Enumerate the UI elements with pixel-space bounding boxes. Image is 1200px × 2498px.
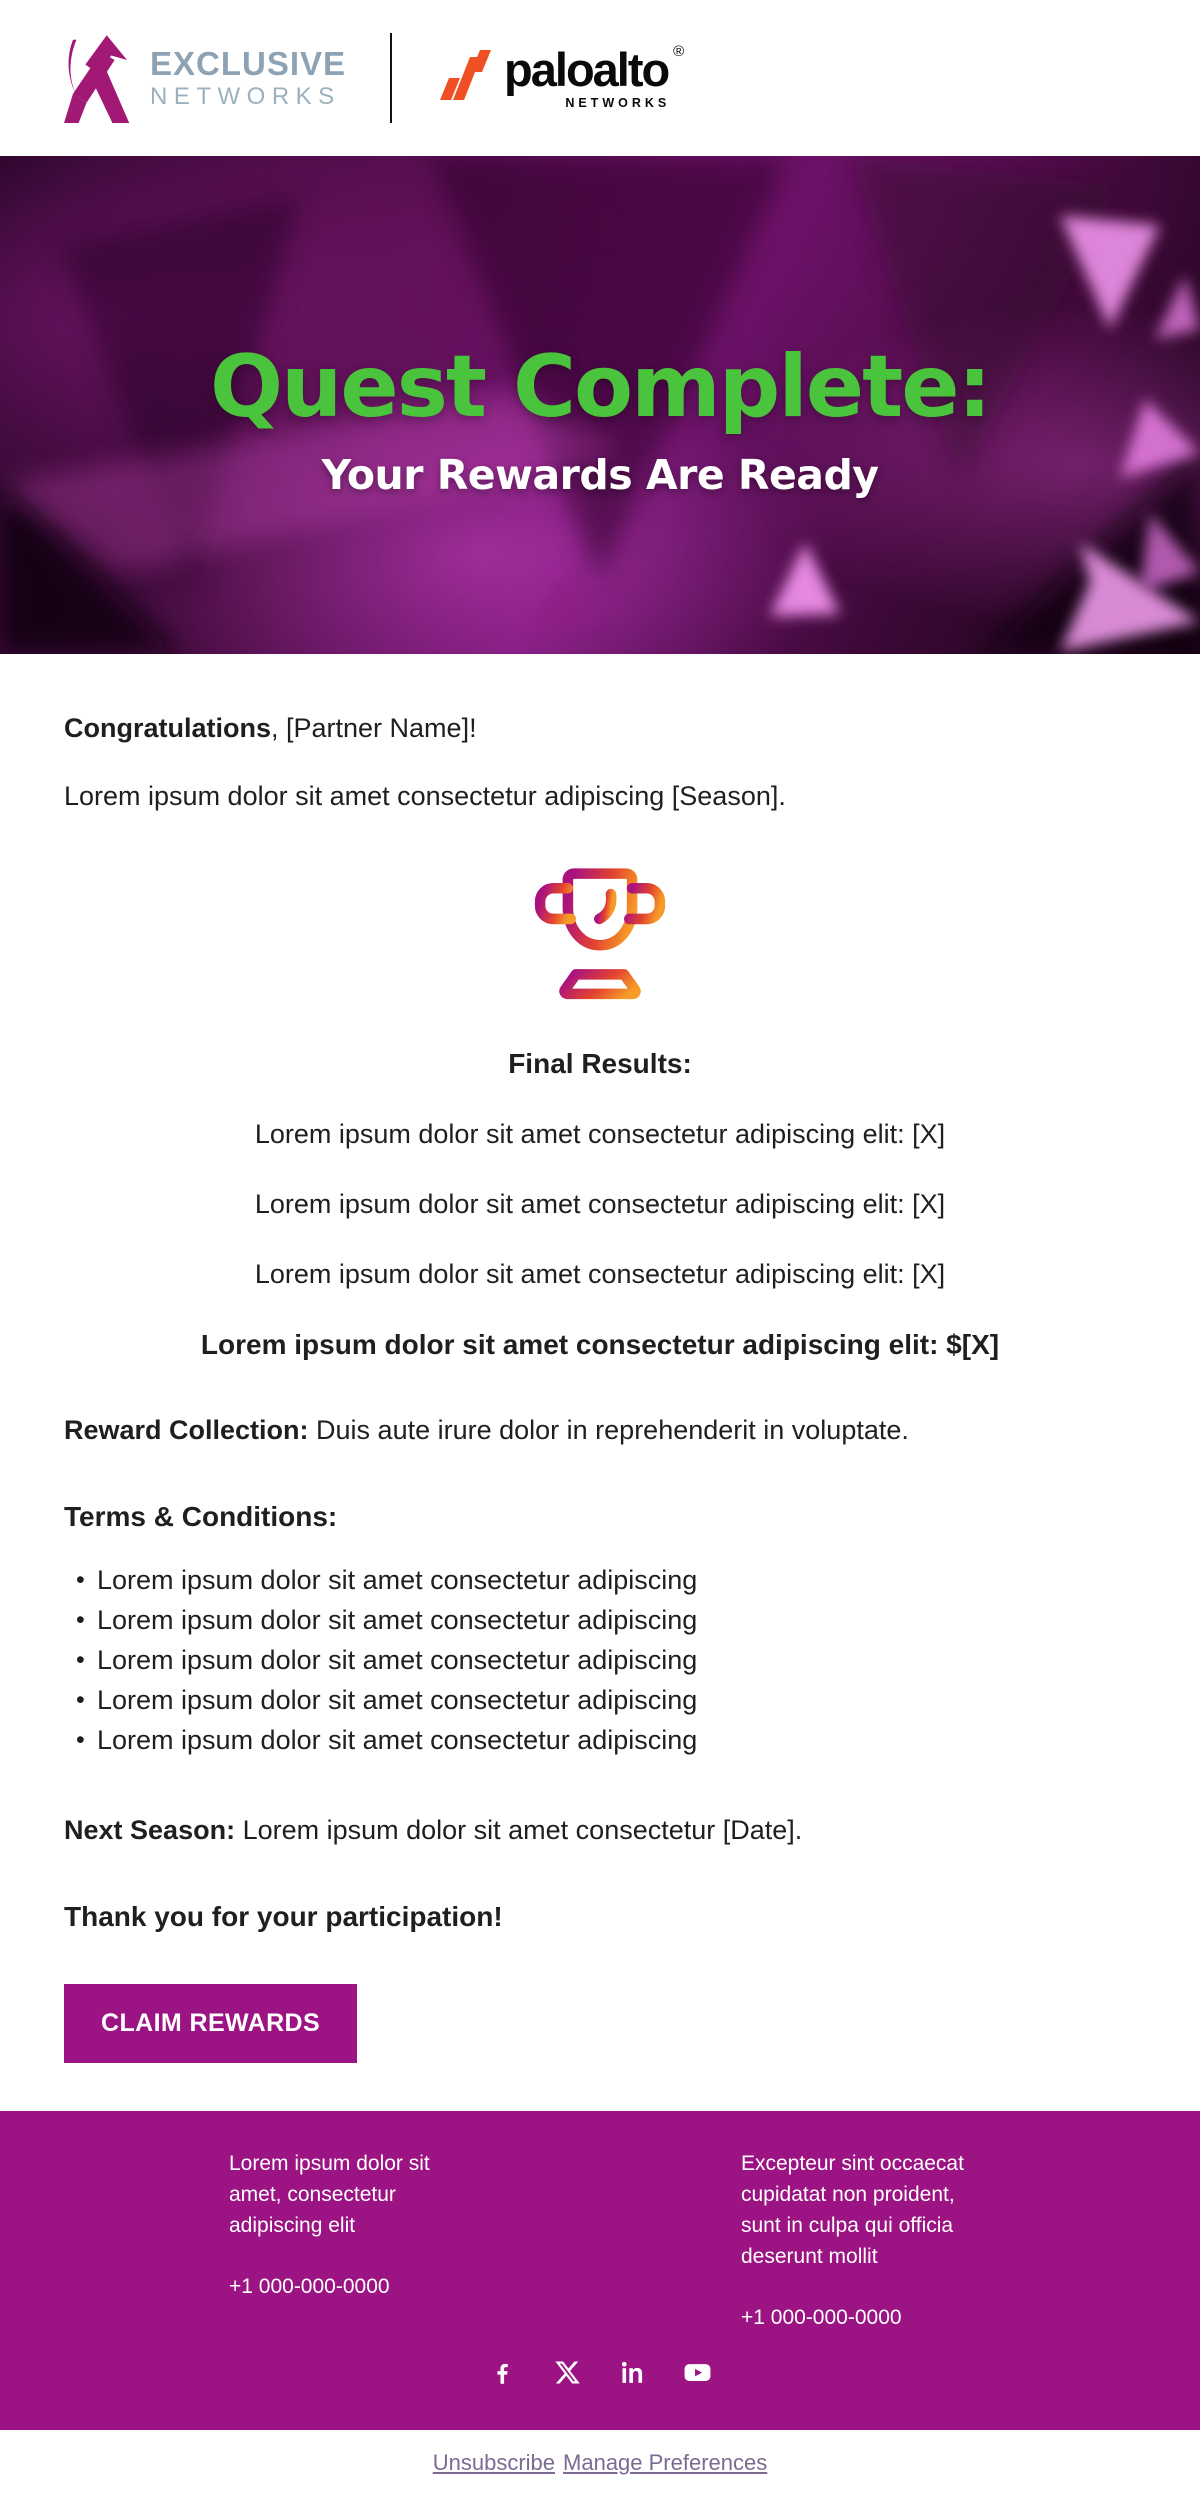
exclusive-networks-logo[interactable]: [64, 33, 346, 123]
trophy-icon: [64, 857, 1136, 1021]
youtube-icon[interactable]: [684, 2359, 711, 2386]
next-season-text: Lorem ipsum dolor sit amet consectetur [Date].: [235, 1815, 803, 1846]
unsubscribe-link[interactable]: Unsubscribe: [432, 2450, 556, 2476]
exclusive-networks-wordmark: [150, 44, 347, 110]
paloalto-slashes-icon: [436, 49, 492, 106]
bottom-bar: [0, 2430, 1200, 2498]
header-divider: [390, 33, 392, 123]
greeting-line: [64, 712, 1136, 745]
paloalto-text: paloalto ®: [504, 43, 685, 97]
networks-text: NETWORKS: [150, 82, 341, 110]
next-season-label: Next Season:: [64, 1815, 236, 1846]
thanks-line: Thank you for your participation!: [64, 1901, 503, 1933]
email-body: [0, 654, 1200, 2063]
result-line: Lorem ipsum dolor sit amet consectetur adipiscing elit: [X]: [254, 1119, 946, 1150]
terms-item: • Lorem ipsum dolor sit amet consectetur adipiscing: [64, 1600, 1136, 1640]
paloalto-networks-text: NETWORKS: [565, 96, 671, 111]
reward-collection-line: [64, 1414, 1136, 1447]
header: [0, 0, 1200, 156]
footer-phone-right: +1 000-000-0000: [741, 2305, 902, 2329]
terms-item: • Lorem ipsum dolor sit amet consectetur adipiscing: [64, 1680, 1136, 1720]
result-line: Lorem ipsum dolor sit amet consectetur adipiscing elit: [X]: [254, 1259, 946, 1290]
social-links: [0, 2359, 1200, 2386]
manage-preferences-link[interactable]: Manage Preferences: [563, 2450, 768, 2476]
paloalto-wordmark: [504, 43, 685, 111]
terms-heading: Terms & Conditions:: [64, 1501, 338, 1533]
exclusive-text: EXCLUSIVE: [150, 44, 347, 82]
reward-text: Duis aute irure dolor in reprehenderit in voluptate.: [308, 1415, 909, 1446]
claim-rewards-button[interactable]: CLAIM REWARDS: [64, 1984, 357, 2063]
greeting-bold: Congratulations: [64, 713, 271, 744]
hero-text-block: [0, 156, 1200, 655]
result-line: Lorem ipsum dolor sit amet consectetur adipiscing elit: [X]: [254, 1189, 946, 1220]
final-results-heading: Final Results:: [508, 1048, 692, 1080]
x-icon[interactable]: [554, 2359, 581, 2386]
footer-columns: [0, 2148, 1200, 2333]
result-lines: [64, 1118, 1136, 1291]
footer: [0, 2111, 1200, 2431]
result-total-line: Lorem ipsum dolor sit amet consectetur adipiscing elit: $[X]: [200, 1329, 1000, 1361]
hero-title: Quest Complete:: [210, 336, 990, 437]
reward-label: Reward Collection:: [64, 1415, 309, 1446]
footer-column-right: [741, 2148, 991, 2333]
footer-address-left: Lorem ipsum dolor sit amet, consectetur adipiscing elit: [229, 2151, 430, 2237]
registered-mark: ®: [673, 43, 685, 61]
footer-address-right: Excepteur sint occaecat cupidatat non proident, sunt in culpa qui officia deserunt mollit: [741, 2151, 964, 2268]
terms-item: • Lorem ipsum dolor sit amet consectetur adipiscing: [64, 1640, 1136, 1680]
facebook-icon[interactable]: [489, 2359, 516, 2386]
hero-subtitle: Your Rewards Are Ready: [321, 450, 879, 499]
greeting-rest: , [Partner Name]!: [271, 713, 477, 744]
intro-line: Lorem ipsum dolor sit amet consectetur adipiscing [Season].: [64, 781, 786, 812]
terms-item: • Lorem ipsum dolor sit amet consectetur adipiscing: [64, 1560, 1136, 1600]
paloalto-networks-logo[interactable]: [436, 43, 685, 111]
hero-banner: [0, 156, 1200, 655]
footer-phone-left: +1 000-000-0000: [229, 2274, 390, 2298]
linkedin-icon[interactable]: [619, 2359, 646, 2386]
footer-column-left: [229, 2148, 469, 2333]
exclusive-networks-x-icon: [64, 33, 136, 123]
terms-item: • Lorem ipsum dolor sit amet consectetur adipiscing: [64, 1720, 1136, 1760]
terms-list: [64, 1560, 1136, 1760]
next-season-line: [64, 1814, 1136, 1847]
